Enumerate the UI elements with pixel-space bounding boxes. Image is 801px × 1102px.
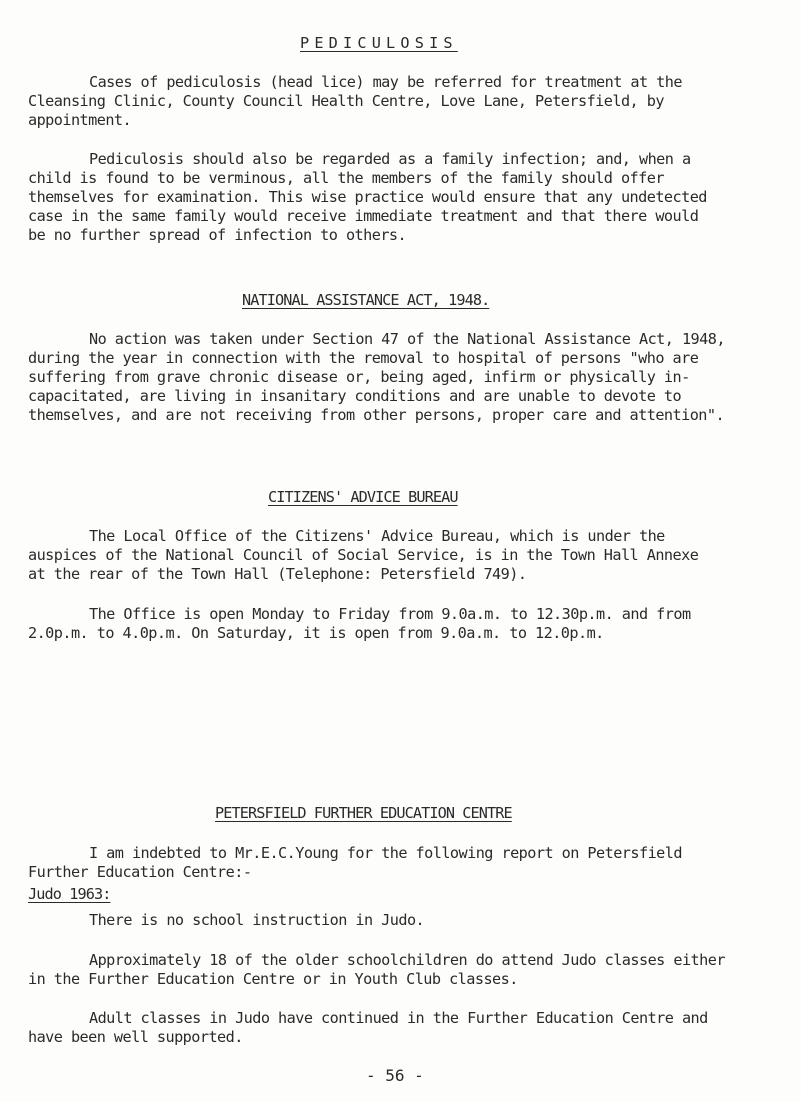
section-heading-pediculosis: PEDICULOSIS <box>300 34 458 52</box>
paragraph-line: No action was taken under Section 47 of the National Assistance Act, 1948, <box>89 330 725 348</box>
paragraph-line: during the year in connection with the removal to hospital of persons "who are <box>28 349 699 367</box>
page-number: - 56 - <box>366 1066 424 1085</box>
section-heading-further-education: PETERSFIELD FURTHER EDUCATION CENTRE <box>215 804 512 822</box>
paragraph-line: The Local Office of the Citizens' Advice Bureau, which is under the <box>89 527 665 545</box>
paragraph-line: appointment. <box>28 111 132 129</box>
paragraph-line: be no further spread of infection to others. <box>28 226 407 244</box>
paragraph-line: case in the same family would receive immediate treatment and that there would <box>28 207 699 225</box>
paragraph-line: Pediculosis should also be regarded as a family infection; and, when a <box>89 150 691 168</box>
paragraph-line: suffering from grave chronic disease or, being aged, infirm or physically in- <box>28 368 690 386</box>
paragraph-line: There is no school instruction in Judo. <box>89 911 425 929</box>
paragraph-line: Adult classes in Judo have continued in the Further Education Centre and <box>89 1009 708 1027</box>
section-heading-national-assistance: NATIONAL ASSISTANCE ACT, 1948. <box>242 291 490 309</box>
paragraph-line: Approximately 18 of the older schoolchildren do attend Judo classes either <box>89 951 725 969</box>
paragraph-line: auspices of the National Council of Social Service, is in the Town Hall Annexe <box>28 546 699 564</box>
paragraph-line: in the Further Education Centre or in Youth Club classes. <box>28 970 518 988</box>
paragraph-line: at the rear of the Town Hall (Telephone: Petersfield 749). <box>28 565 527 583</box>
paragraph-line: have been well supported. <box>28 1028 243 1046</box>
paragraph-line: 2.0p.m. to 4.0p.m. On Saturday, it is open from 9.0a.m. to 12.0p.m. <box>28 624 604 642</box>
section-heading-citizens-advice: CITIZENS' ADVICE BUREAU <box>268 488 458 506</box>
paragraph-line: The Office is open Monday to Friday from 9.0a.m. to 12.30p.m. and from <box>89 605 691 623</box>
paragraph-line: child is found to be verminous, all the members of the family should offer <box>28 169 664 187</box>
paragraph-line: Cases of pediculosis (head lice) may be referred for treatment at the <box>89 73 682 91</box>
paragraph-line: Further Education Centre:- <box>28 863 252 881</box>
subheading-judo: Judo 1963: <box>28 885 111 903</box>
paragraph-line: capacitated, are living in insanitary conditions and are unable to devote to <box>28 387 682 405</box>
paragraph-line: themselves, and are not receiving from other persons, proper care and attention". <box>28 406 725 424</box>
paragraph-line: Cleansing Clinic, County Council Health Centre, Love Lane, Petersfield, by <box>28 92 664 110</box>
paragraph-line: themselves for examination. This wise practice would ensure that any undetected <box>28 188 707 206</box>
paragraph-line: I am indebted to Mr.E.C.Young for the following report on Petersfield <box>89 844 682 862</box>
